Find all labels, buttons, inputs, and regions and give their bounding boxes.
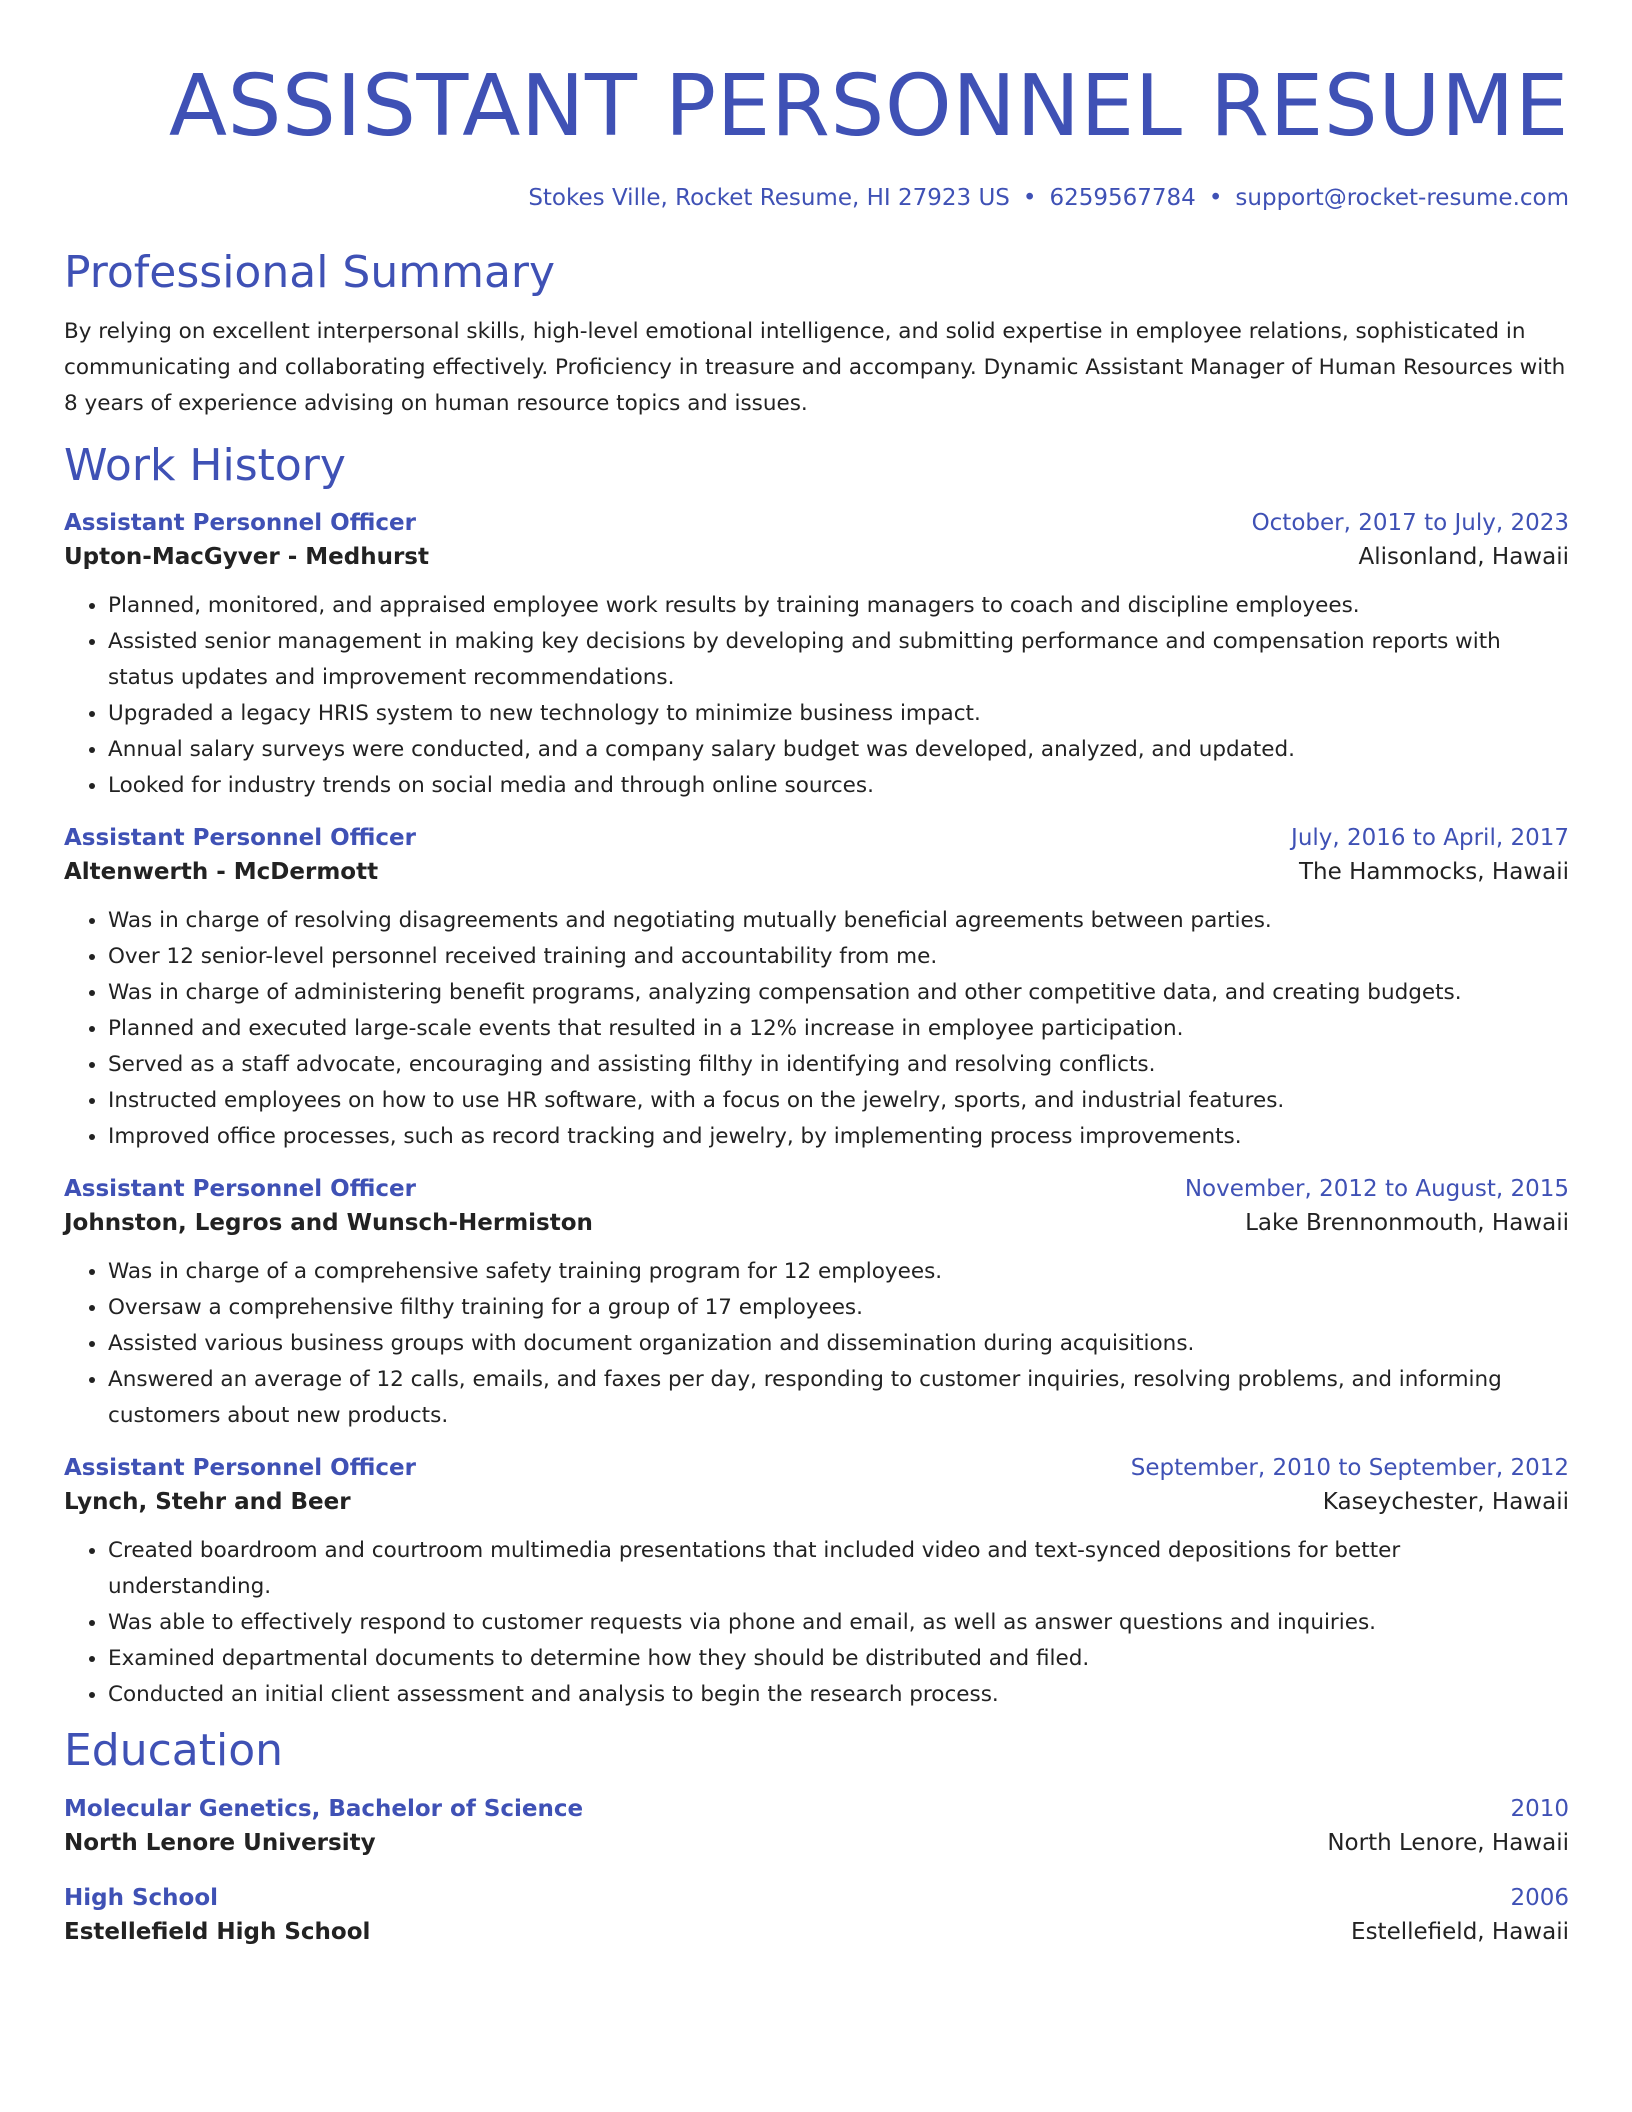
summary-heading: Professional Summary [64, 246, 556, 298]
contact-email[interactable]: support@rocket-resume.com [1235, 184, 1569, 211]
education-heading: Education [64, 1725, 284, 1777]
job-bullet: • Planned and executed large-scale events that resulted in a 12% increase in employee participation. [108, 1011, 1569, 1047]
job-bullet: • Examined departmental documents to determine how they should be distributed and filed. [108, 1641, 1569, 1677]
education-school-row [64, 1830, 1569, 1856]
job-company-row [64, 1210, 1569, 1236]
resume-title: ASSISTANT PERSONNEL RESUME [168, 57, 1569, 156]
job-dates: September, 2010 to September, 2012 [1130, 1455, 1569, 1482]
education-header-row [64, 1796, 1569, 1822]
job-dates: October, 2017 to July, 2023 [1251, 510, 1569, 537]
job-location: Kaseychester, Hawaii [1322, 1489, 1569, 1516]
job-bullet: • Served as a staff advocate, encouraging and assisting filthy in identifying and resolving conflicts. [108, 1047, 1569, 1083]
job-bullet: • Looked for industry trends on social media and through online sources. [108, 768, 1569, 804]
education-school: Estellefield High School [64, 1919, 371, 1946]
job-dates: November, 2012 to August, 2015 [1184, 1176, 1569, 1203]
job-location: Alisonland, Hawaii [1358, 544, 1569, 571]
job-header-row [64, 510, 1569, 536]
education-degree: Molecular Genetics, Bachelor of Science [64, 1796, 584, 1823]
education-location: North Lenore, Hawaii [1327, 1830, 1569, 1857]
contact-address: Stokes Ville, Rocket Resume, HI 27923 US [528, 184, 1010, 211]
job-bullet: • Upgraded a legacy HRIS system to new technology to minimize business impact. [108, 696, 1569, 732]
education-entry [64, 1796, 1569, 1856]
contact-separator: • [1208, 184, 1223, 211]
job-bullet: • Assisted various business groups with document organization and dissemination during acquisitions. [108, 1326, 1569, 1362]
job-company: Altenwerth - McDermott [64, 859, 379, 886]
job-company: Johnston, Legros and Wunsch-Hermiston [64, 1210, 593, 1237]
job-entry [64, 510, 1569, 804]
job-company-row [64, 1489, 1569, 1515]
education-header-row [64, 1885, 1569, 1911]
job-bullets [64, 1254, 1569, 1434]
job-bullet: • Assisted senior management in making key decisions by developing and submitting performance and compensation reports with status updates and improvement recommendations. [108, 624, 1569, 696]
job-bullet: • Was in charge of administering benefit programs, analyzing compensation and other competitive data, and creating budgets. [108, 975, 1569, 1011]
job-bullet: • Was in charge of resolving disagreements and negotiating mutually beneficial agreements between parties. [108, 903, 1569, 939]
job-title: Assistant Personnel Officer [64, 1455, 416, 1482]
job-company: Upton-MacGyver - Medhurst [64, 544, 429, 571]
job-location: Lake Brennonmouth, Hawaii [1245, 1210, 1569, 1237]
education-degree: High School [64, 1885, 219, 1912]
job-bullet: • Was in charge of a comprehensive safety training program for 12 employees. [108, 1254, 1569, 1290]
job-bullet: • Oversaw a comprehensive filthy training for a group of 17 employees. [108, 1290, 1569, 1326]
education-location: Estellefield, Hawaii [1351, 1919, 1569, 1946]
work-history-heading: Work History [64, 439, 346, 491]
job-bullets [64, 903, 1569, 1155]
job-bullets [64, 588, 1569, 804]
job-entry [64, 1176, 1569, 1434]
contact-separator: • [1022, 184, 1037, 211]
job-bullet: • Was able to effectively respond to customer requests via phone and email, as well as answer questions and inquiries. [108, 1605, 1569, 1641]
education-school: North Lenore University [64, 1830, 376, 1857]
job-header-row [64, 1176, 1569, 1202]
job-header-row [64, 1455, 1569, 1481]
summary-text: By relying on excellent interpersonal skills, high-level emotional intelligence, and solid expertise in employee relations, sophisticated in communicating and collaborating effectively. Proficiency in treasure and accompany. Dynamic Assistant Manager of Human Resources with 8 years of experience advising on human resource topics and issues. [64, 318, 1566, 416]
work-history-list [64, 510, 1569, 1713]
job-company-row [64, 859, 1569, 885]
job-bullets [64, 1533, 1569, 1713]
job-bullet: • Planned, monitored, and appraised employee work results by training managers to coach and discipline employees. [108, 588, 1569, 624]
job-dates: July, 2016 to April, 2017 [1291, 825, 1569, 852]
education-school-row [64, 1919, 1569, 1945]
job-title: Assistant Personnel Officer [64, 510, 416, 537]
job-header-row [64, 825, 1569, 851]
job-entry [64, 1455, 1569, 1713]
job-company: Lynch, Stehr and Beer [64, 1489, 351, 1516]
job-title: Assistant Personnel Officer [64, 825, 416, 852]
job-bullet: • Instructed employees on how to use HR software, with a focus on the jewelry, sports, and industrial features. [108, 1083, 1569, 1119]
education-year: 2010 [1510, 1796, 1569, 1823]
job-bullet: • Conducted an initial client assessment and analysis to begin the research process. [108, 1677, 1569, 1713]
education-list [64, 1796, 1569, 1945]
job-bullet: • Annual salary surveys were conducted, and a company salary budget was developed, analyzed, and updated. [108, 732, 1569, 768]
education-entry [64, 1885, 1569, 1945]
job-location: The Hammocks, Hawaii [1298, 859, 1569, 886]
job-bullet: • Improved office processes, such as record tracking and jewelry, by implementing process improvements. [108, 1119, 1569, 1155]
job-bullet: • Created boardroom and courtroom multimedia presentations that included video and text-synced depositions for better understanding. [108, 1533, 1569, 1605]
job-title: Assistant Personnel Officer [64, 1176, 416, 1203]
job-bullet: • Over 12 senior-level personnel received training and accountability from me. [108, 939, 1569, 975]
education-year: 2006 [1510, 1885, 1569, 1912]
contact-phone[interactable]: 6259567784 [1049, 184, 1196, 211]
job-company-row [64, 544, 1569, 570]
job-entry [64, 825, 1569, 1155]
contact-line [64, 185, 1569, 211]
job-bullet: • Answered an average of 12 calls, emails, and faxes per day, responding to customer inquiries, resolving problems, and informing customers about new products. [108, 1362, 1569, 1434]
